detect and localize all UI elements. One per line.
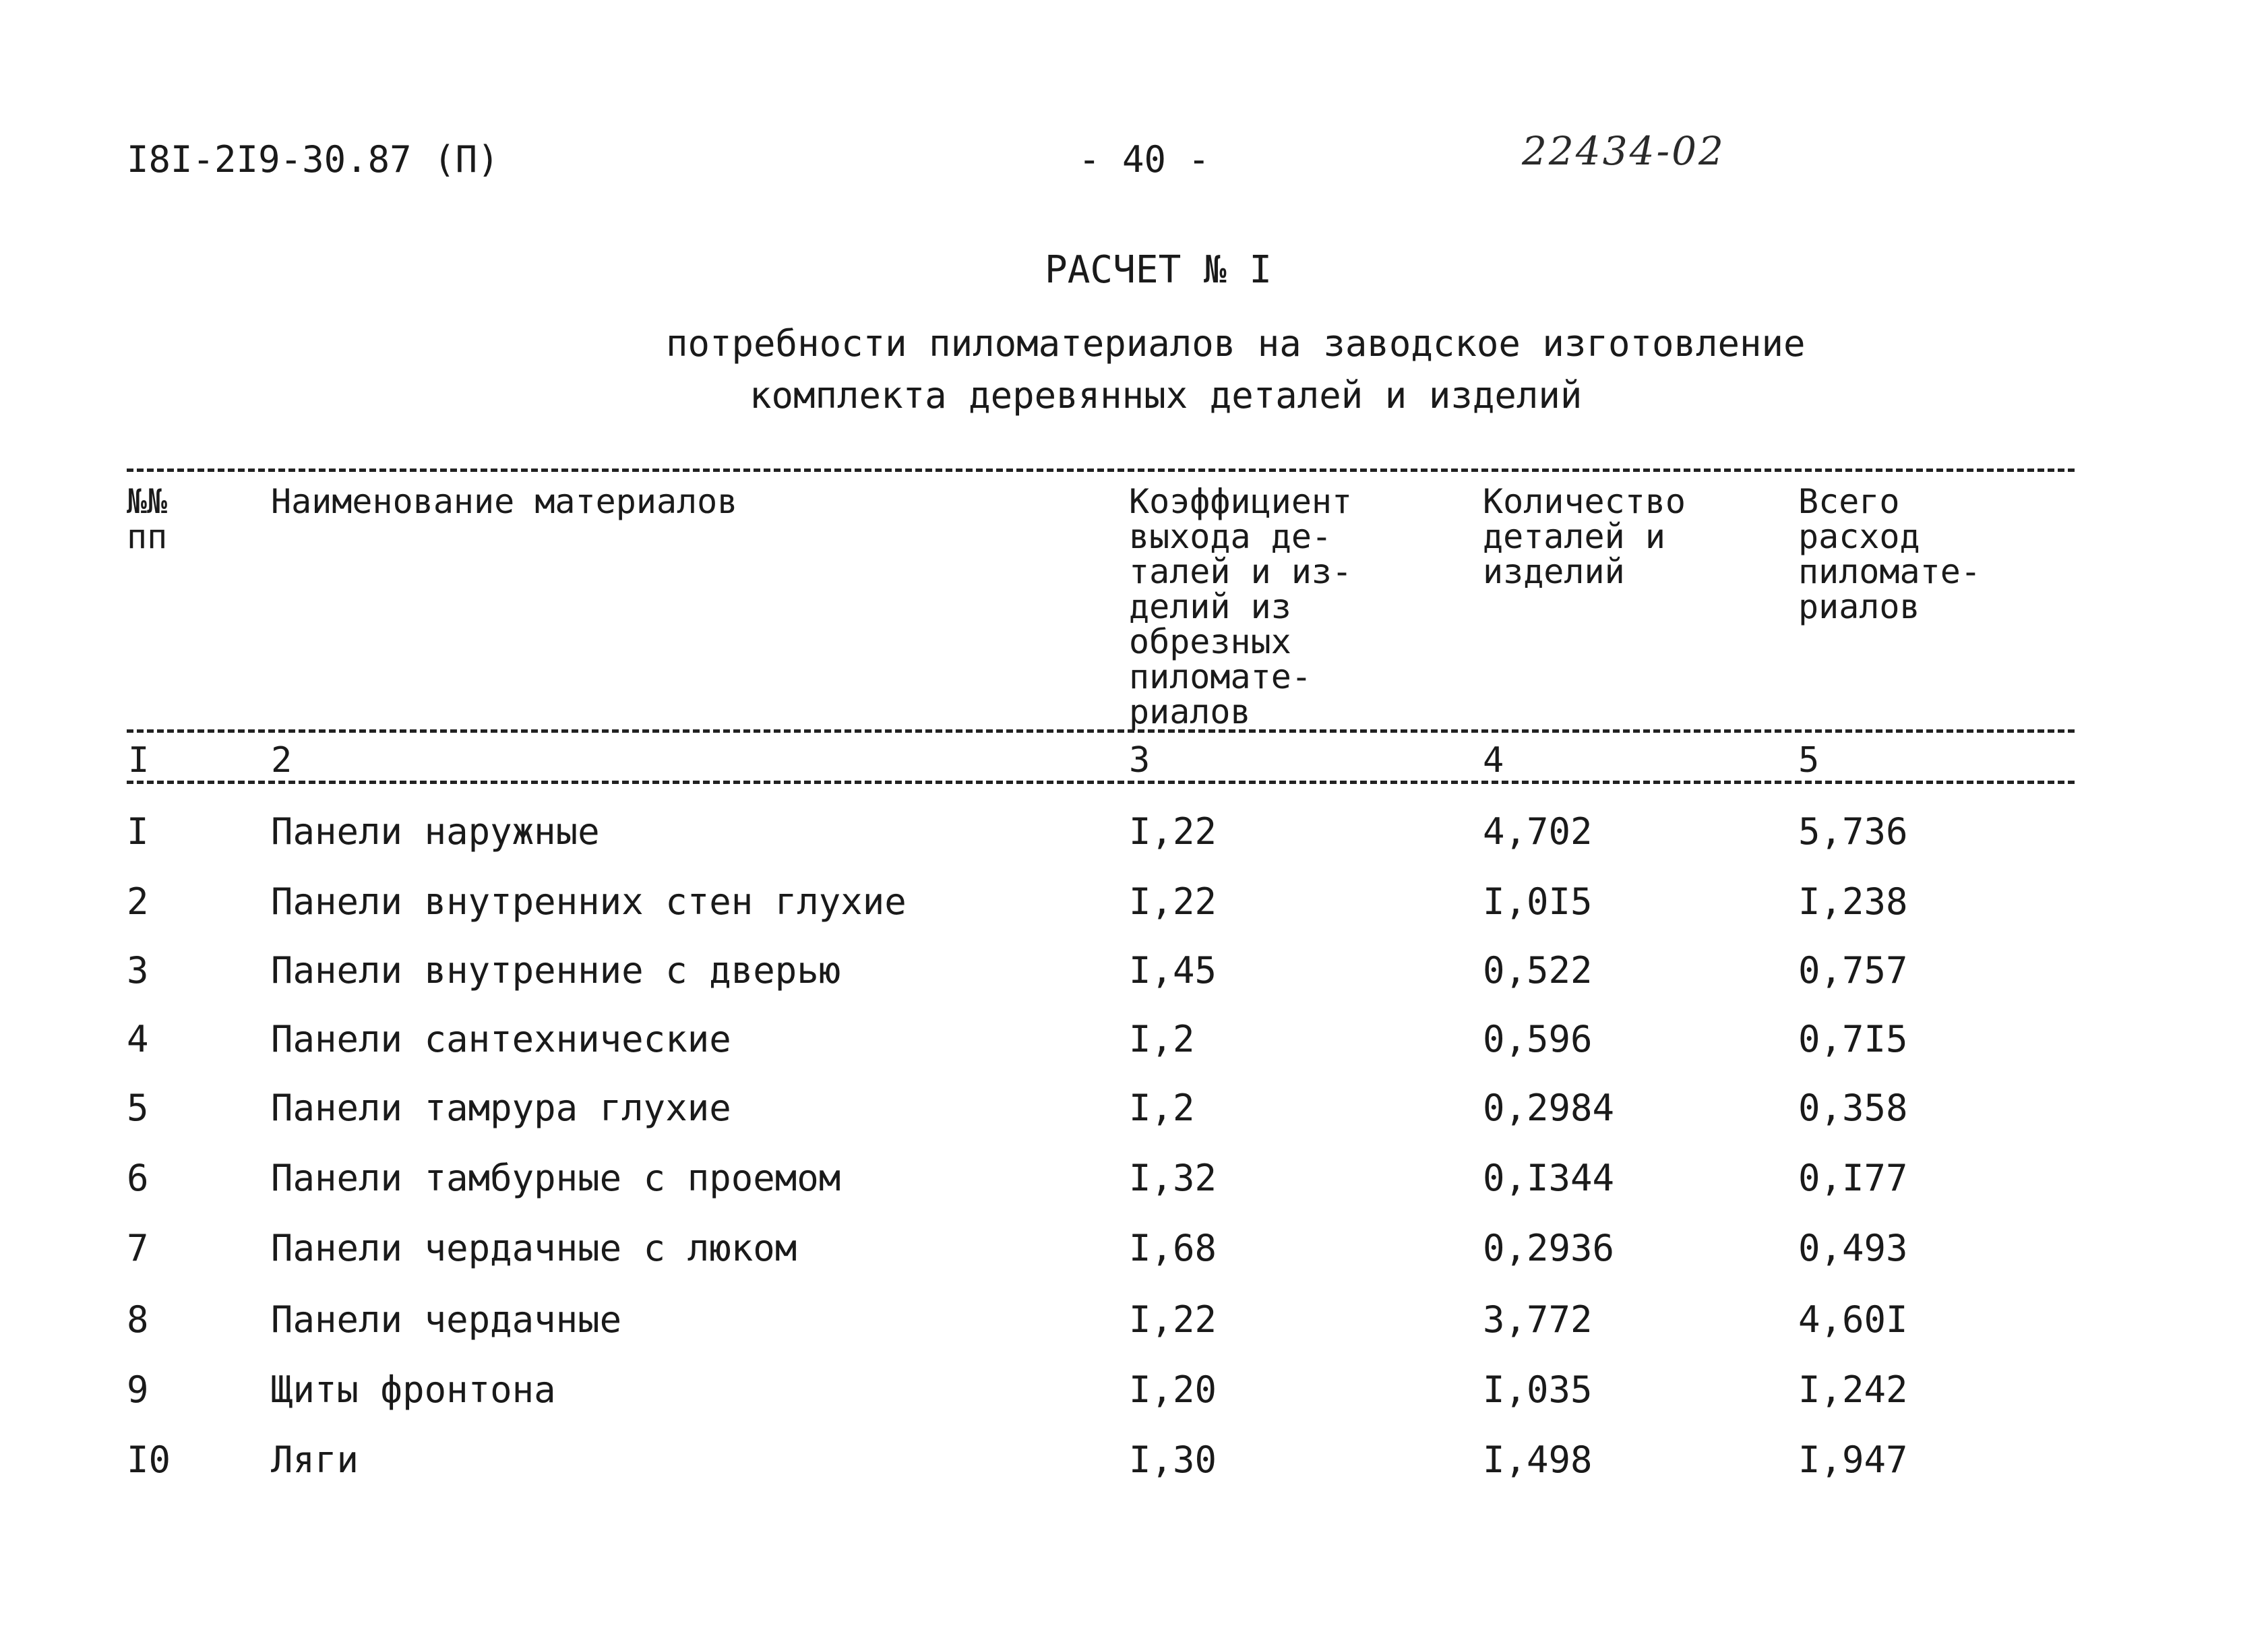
material-name: Панели наружные [271,810,600,853]
total-consumption: I,242 [1798,1368,1908,1411]
material-name: Панели внутренние с дверью [271,949,841,992]
yield-coefficient: I,45 [1129,949,1217,992]
quantity: 0,2936 [1483,1227,1615,1269]
yield-coefficient: I,20 [1129,1368,1217,1411]
quantity: 0,2984 [1483,1087,1615,1129]
subtitle-line-2: комплекта деревянных деталей и изделий [749,374,1583,417]
page-title: РАСЧЕТ № I [1045,248,1273,292]
quantity: I,498 [1483,1439,1593,1481]
row-number: 5 [127,1087,149,1129]
quantity: I,0I5 [1483,880,1593,923]
yield-coefficient: I,22 [1129,1298,1217,1341]
total-consumption: 0,757 [1798,949,1908,992]
yield-coefficient: I,22 [1129,810,1217,853]
yield-coefficient: I,30 [1129,1439,1217,1481]
row-number: 4 [127,1018,149,1060]
total-consumption: 4,60I [1798,1298,1908,1341]
material-name: Панели чердачные [271,1298,622,1341]
column-number: I [128,740,150,781]
row-number: 9 [127,1368,149,1411]
material-name: Панели чердачные с люком [271,1227,797,1269]
row-number: 7 [127,1227,149,1269]
header-bottom-rule [127,729,2075,733]
quantity: 0,I344 [1483,1157,1615,1199]
row-number: 3 [127,949,149,992]
column-numbers-rule [127,781,2075,784]
row-number: I0 [127,1439,171,1481]
quantity: I,035 [1483,1368,1593,1411]
total-consumption: 5,736 [1798,810,1908,853]
material-name: Панели тамрура глухие [271,1087,731,1129]
handwritten-number: 22434-02 [1522,128,1725,174]
row-number: I [127,810,149,853]
yield-coefficient: I,22 [1129,880,1217,923]
header-total-consumption: Всего расход пиломате- риалов [1798,482,1981,626]
yield-coefficient: I,32 [1129,1157,1217,1199]
yield-coefficient: I,68 [1129,1227,1217,1269]
yield-coefficient: I,2 [1129,1087,1195,1129]
row-number: 2 [127,880,149,923]
row-number: 8 [127,1298,149,1341]
header-material-name: Наименование материалов [271,482,738,521]
total-consumption: I,947 [1798,1439,1908,1481]
total-consumption: I,238 [1798,880,1908,923]
material-name: Панели тамбурные с проемом [271,1157,841,1199]
header-yield-coefficient: Коэффициент выхода де- талей и из- делий из обрезных пиломате- риалов [1129,482,1353,731]
column-number: 5 [1798,740,1820,781]
header-row-number: №№ пп [127,482,168,556]
quantity: 0,522 [1483,949,1593,992]
material-name: Панели внутренних стен глухие [271,880,907,923]
material-name: Панели сантехнические [271,1018,731,1060]
material-name: Ляги [271,1439,359,1481]
column-number: 3 [1129,740,1151,781]
table-top-rule [127,469,2075,472]
quantity: 0,596 [1483,1018,1593,1060]
quantity: 4,702 [1483,810,1593,853]
total-consumption: 0,7I5 [1798,1018,1908,1060]
yield-coefficient: I,2 [1129,1018,1195,1060]
column-number: 4 [1483,740,1504,781]
page-number: - 40 - [1078,138,1210,181]
material-name: Щиты фронтона [271,1368,556,1411]
subtitle-line-1: потребности пиломатериалов на заводское изготовление [666,322,1806,365]
document-code: I8I-2I9-30.87 (П) [127,138,499,181]
total-consumption: 0,493 [1798,1227,1908,1269]
row-number: 6 [127,1157,149,1199]
total-consumption: 0,I77 [1798,1157,1908,1199]
total-consumption: 0,358 [1798,1087,1908,1129]
column-number: 2 [271,740,293,781]
quantity: 3,772 [1483,1298,1593,1341]
header-quantity: Количество деталей и изделий [1483,482,1686,591]
